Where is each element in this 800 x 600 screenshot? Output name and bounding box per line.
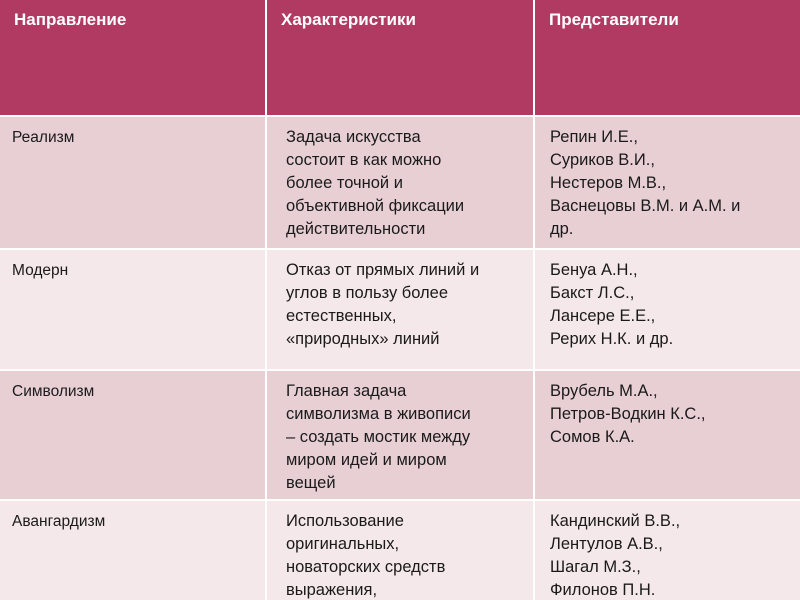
- representatives-cell: [535, 371, 800, 499]
- text-line: действительности: [286, 220, 426, 238]
- text-line: Шагал М.З.,: [550, 558, 641, 576]
- text-line: вещей: [286, 474, 336, 492]
- text-line: оригинальных,: [286, 535, 400, 553]
- representatives-cell: [535, 117, 800, 248]
- header-representatives: Представители: [535, 0, 800, 115]
- text-line: Васнецовы В.М. и А.М. и: [550, 197, 741, 215]
- text-line: Кандинский В.В.,: [550, 512, 681, 530]
- text-line: Бенуа А.Н.,: [550, 261, 638, 279]
- representatives-cell: [535, 501, 800, 600]
- text-line: Лансере Е.Е.,: [550, 307, 656, 325]
- characteristics-cell: [267, 117, 533, 248]
- text-line: Отказ от прямых линий и: [286, 261, 480, 279]
- text-line: объективной фиксации: [286, 197, 465, 215]
- text-line: – создать мостик между: [286, 428, 471, 446]
- text-line: Рерих Н.К. и др.: [550, 330, 674, 348]
- characteristics-cell: [267, 371, 533, 499]
- text-line: Сомов К.А.: [550, 428, 635, 446]
- text-line: углов в пользу более: [286, 284, 449, 302]
- text-line: более точной и: [286, 174, 403, 192]
- text-line: выражения,: [286, 581, 378, 599]
- text-line: Петров-Водкин К.С.,: [550, 405, 706, 423]
- text-line: Филонов П.Н.: [550, 581, 656, 599]
- direction-cell: Модерн: [0, 250, 265, 369]
- direction-cell: Реализм: [0, 117, 265, 248]
- text-line: Репин И.Е.,: [550, 128, 638, 146]
- text-line: др.: [550, 220, 574, 238]
- direction-cell: Символизм: [0, 371, 265, 499]
- text-line: Задача искусства: [286, 128, 421, 146]
- text-line: Врубель М.А.,: [550, 382, 658, 400]
- text-line: миром идей и миром: [286, 451, 447, 469]
- text-line: Главная задача: [286, 382, 407, 400]
- characteristics-cell: [267, 250, 533, 369]
- header-direction: Направление: [0, 0, 265, 115]
- text-line: Нестеров М.В.,: [550, 174, 667, 192]
- representatives-cell: [535, 250, 800, 369]
- text-line: Лентулов А.В.,: [550, 535, 663, 553]
- text-line: новаторских средств: [286, 558, 446, 576]
- text-line: Использование: [286, 512, 404, 530]
- characteristics-cell: [267, 501, 533, 600]
- text-line: состоит в как можно: [286, 151, 442, 169]
- direction-cell: Авангардизм: [0, 501, 265, 600]
- text-line: естественных,: [286, 307, 397, 325]
- text-line: «природных» линий: [286, 330, 440, 348]
- text-line: Бакст Л.С.,: [550, 284, 635, 302]
- text-line: Суриков В.И.,: [550, 151, 655, 169]
- text-line: символизма в живописи: [286, 405, 471, 423]
- header-characteristics: Характеристики: [267, 0, 533, 115]
